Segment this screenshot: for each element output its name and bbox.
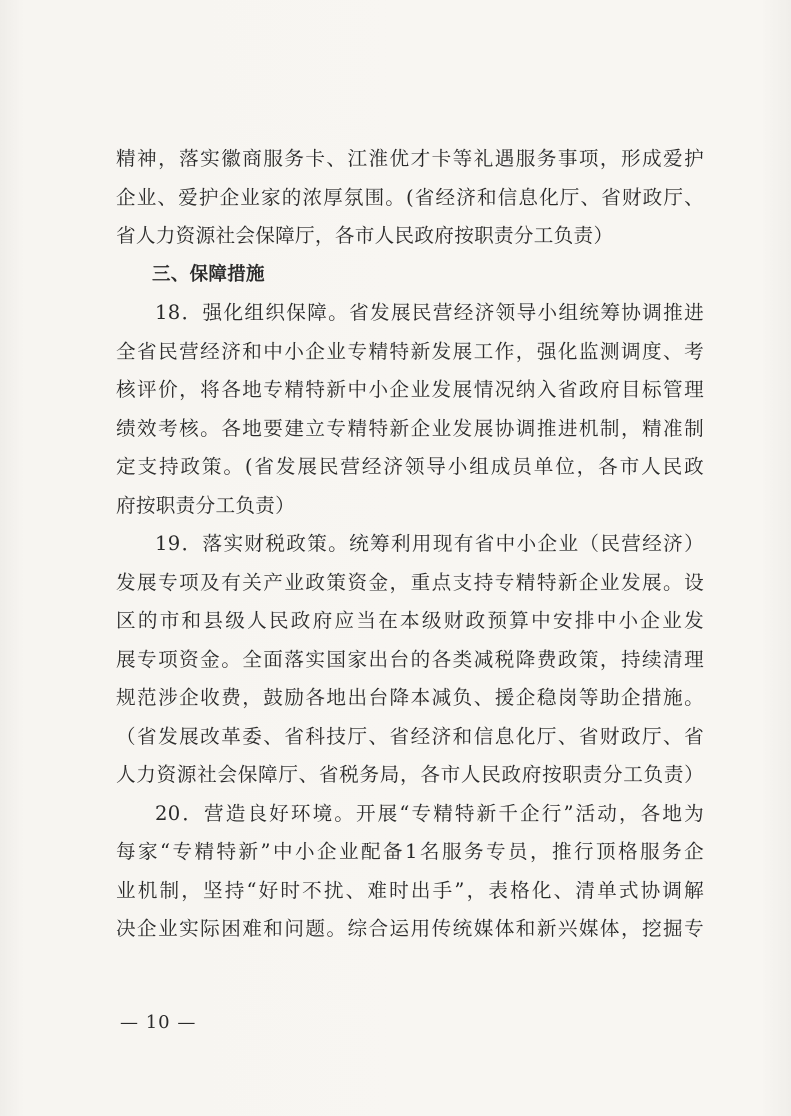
text-line: 府按职责分工负责） (116, 493, 296, 517)
text-line: 区的市和县级人民政府应当在本级财政预算中安排中小企业发 (116, 609, 704, 632)
text-line: 企业、爱护企业家的浓厚氛围。(省经济和信息化厅、省财政厅、 (116, 185, 704, 209)
text-line: 发展专项及有关产业政策资金，重点支持专精特新企业发展。设 (116, 570, 704, 594)
text-line: （省发展改革委、省科技厅、省经济和信息化厅、省财政厅、省 (116, 724, 704, 748)
text-line: 全省民营经济和中小企业专精特新发展工作，强化监测调度、考 (116, 339, 704, 363)
text-line: 规范涉企收费，鼓励各地出台降本减负、援企稳岗等助企措施。 (116, 686, 704, 709)
text-line: 每家“专精特新”中小企业配备1名服务专员，推行顶格服务企 (116, 840, 704, 863)
text-line: 决企业实际困难和问题。综合运用传统媒体和新兴媒体，挖掘专 (116, 917, 704, 940)
page-number: — 10 — (120, 1012, 197, 1033)
text-line: 绩效考核。各地要建立专精特新企业发展协调推进机制，精准制 (116, 416, 704, 440)
text-line: 核评价，将各地专精特新中小企业发展情况纳入省政府目标管理 (116, 378, 704, 401)
paragraph-first-line: 20．营造良好环境。开展“专精特新千企行”活动，各地为 (155, 801, 704, 825)
text-line: 人力资源社会保障厅、省税务局，各市人民政府按职责分工负责） (116, 763, 704, 786)
document-body (116, 140, 704, 949)
paragraph-first-line: 18．强化组织保障。省发展民营经济领导小组统筹协调推进 (155, 301, 704, 324)
text-line: 业机制，坚持“好时不扰、难时出手”，表格化、清单式协调解 (116, 878, 704, 902)
paragraph-first-line: 19．落实财税政策。统筹利用现有省中小企业（民营经济） (155, 532, 704, 555)
text-line: 展专项资金。全面落实国家出台的各类减税降费政策，持续清理 (116, 647, 704, 671)
text-line: 定支持政策。(省发展民营经济领导小组成员单位，各市人民政 (116, 455, 704, 478)
section-heading: 三、保障措施 (152, 263, 265, 285)
text-line: 精神，落实徽商服务卡、江淮优才卡等礼遇服务事项，形成爱护 (116, 147, 704, 170)
text-line: 省人力资源社会保障厅，各市人民政府按职责分工负责） (116, 224, 614, 247)
